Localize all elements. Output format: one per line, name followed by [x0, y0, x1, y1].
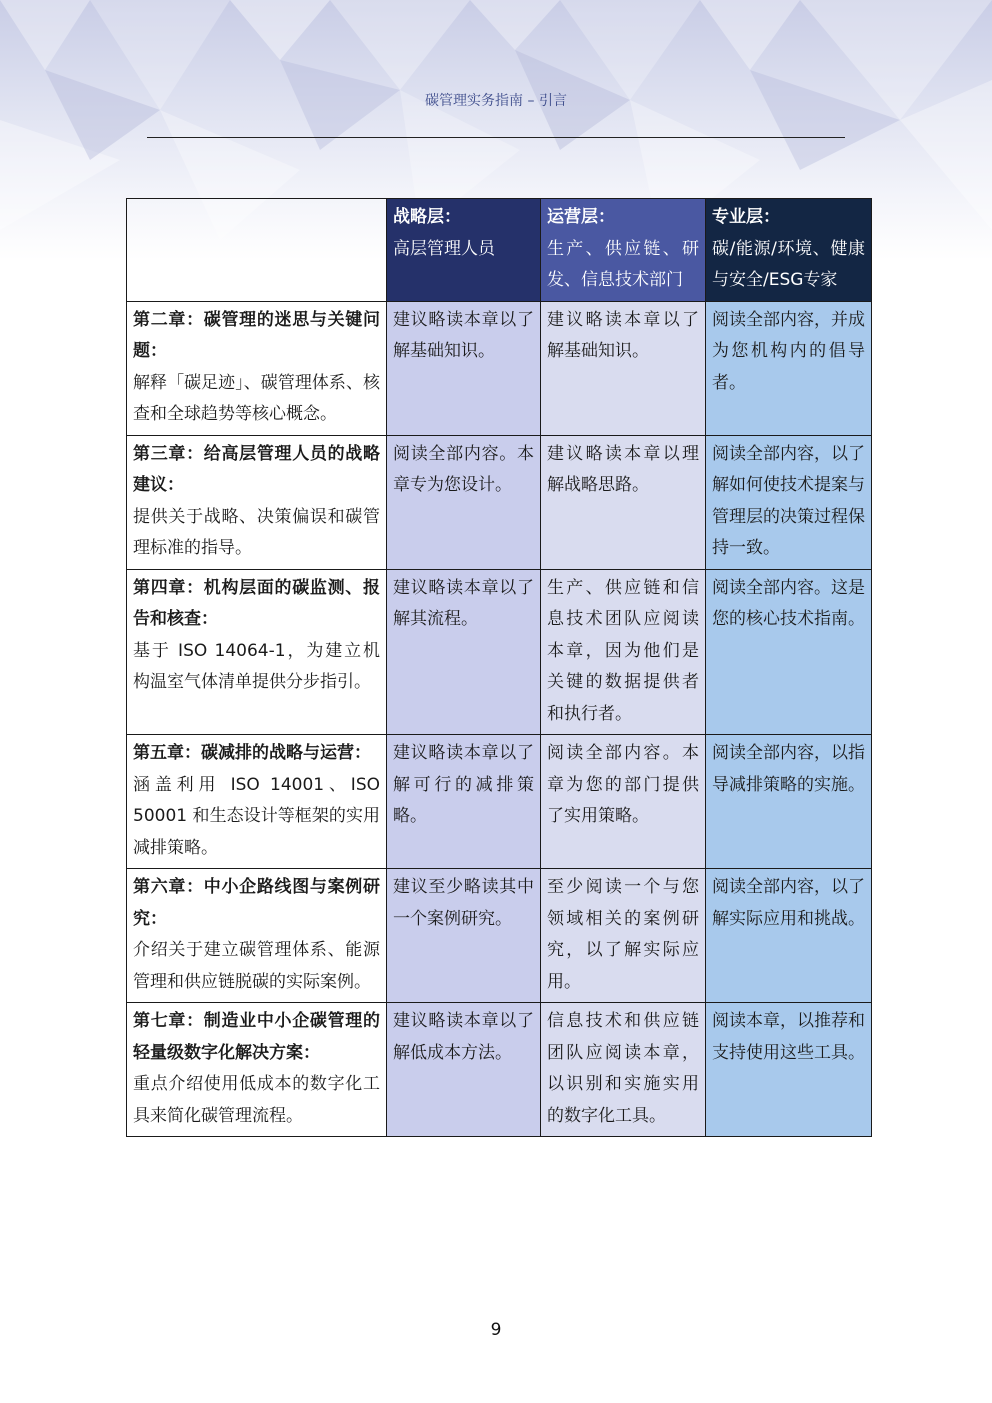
chapter-title: 第二章：碳管理的迷思与关键问题：	[133, 309, 380, 361]
chapter-cell	[127, 435, 387, 569]
tier-audience: 高层管理人员	[393, 238, 495, 259]
table-row	[127, 1003, 872, 1137]
chapter-description: 涵盖利用 ISO 14001、ISO 50001 和生态设计等框架的实用减排策略。	[133, 774, 380, 858]
professional-cell: 阅读全部内容，以指导减排策略的实施。	[706, 735, 872, 869]
chapter-description: 解释「碳足迹」、碳管理体系、核查和全球趋势等核心概念。	[133, 372, 380, 424]
chapter-title: 第三章：给高层管理人员的战略建议：	[133, 443, 380, 495]
strategic-cell: 建议略读本章以了解低成本方法。	[387, 1003, 541, 1137]
tier-label: 战略层：	[393, 207, 461, 227]
column-header-operational	[541, 199, 706, 302]
chapter-cell	[127, 301, 387, 435]
strategic-cell: 阅读全部内容。本章专为您设计。	[387, 435, 541, 569]
column-header-strategic	[387, 199, 541, 302]
column-header-professional	[706, 199, 872, 302]
chapter-cell	[127, 735, 387, 869]
running-header-title: 碳管理实务指南 – 引言	[425, 93, 567, 109]
table-row	[127, 569, 872, 735]
chapter-cell	[127, 1003, 387, 1137]
professional-cell: 阅读本章，以推荐和支持使用这些工具。	[706, 1003, 872, 1137]
operational-cell: 生产、供应链和信息技术团队应阅读本章，因为他们是关键的数据提供者和执行者。	[541, 569, 706, 735]
chapter-description: 重点介绍使用低成本的数字化工具来简化碳管理流程。	[133, 1074, 380, 1126]
strategic-cell: 建议略读本章以了解基础知识。	[387, 301, 541, 435]
operational-cell: 至少阅读一个与您领域相关的案例研究，以了解实际应用。	[541, 869, 706, 1003]
operational-cell: 建议略读本章以理解战略思路。	[541, 435, 706, 569]
table-row	[127, 435, 872, 569]
operational-cell: 信息技术和供应链团队应阅读本章，以识别和实施实用的数字化工具。	[541, 1003, 706, 1137]
chapter-title: 第五章：碳减排的战略与运营：	[133, 743, 371, 763]
chapter-title: 第七章：制造业中小企碳管理的轻量级数字化解决方案：	[133, 1011, 380, 1063]
chapter-title: 第四章：机构层面的碳监测、报告和核查：	[133, 577, 380, 629]
tier-label: 运营层：	[547, 207, 615, 227]
chapter-description: 基于 ISO 14064-1，为建立机构温室气体清单提供分步指引。	[133, 640, 380, 692]
operational-cell: 建议略读本章以了解基础知识。	[541, 301, 706, 435]
chapter-description: 介绍关于建立碳管理体系、能源管理和供应链脱碳的实际案例。	[133, 940, 380, 992]
tier-label: 专业层：	[712, 207, 780, 227]
chapter-cell	[127, 569, 387, 735]
tier-audience: 碳/能源/环境、健康与安全/ESG专家	[712, 238, 865, 290]
professional-cell: 阅读全部内容。这是您的核心技术指南。	[706, 569, 872, 735]
header-rule	[147, 137, 845, 138]
professional-cell: 阅读全部内容，并成为您机构内的倡导者。	[706, 301, 872, 435]
tier-audience: 生产、供应链、研发、信息技术部门	[547, 238, 699, 290]
chapter-cell	[127, 869, 387, 1003]
reading-guide-table	[126, 198, 872, 1137]
table-row	[127, 735, 872, 869]
operational-cell: 阅读全部内容。本章为您的部门提供了实用策略。	[541, 735, 706, 869]
chapter-title: 第六章：中小企路线图与案例研究：	[133, 877, 380, 929]
corner-cell	[127, 199, 387, 302]
page-number: 9	[490, 1320, 502, 1340]
table-row	[127, 301, 872, 435]
chapter-description: 提供关于战略、决策偏误和碳管理标准的指导。	[133, 506, 380, 558]
table-header-row	[127, 199, 872, 302]
table-row	[127, 869, 872, 1003]
professional-cell: 阅读全部内容，以了解实际应用和挑战。	[706, 869, 872, 1003]
strategic-cell: 建议至少略读其中一个案例研究。	[387, 869, 541, 1003]
professional-cell: 阅读全部内容，以了解如何使技术提案与管理层的决策过程保持一致。	[706, 435, 872, 569]
strategic-cell: 建议略读本章以了解可行的减排策略。	[387, 735, 541, 869]
strategic-cell: 建议略读本章以了解其流程。	[387, 569, 541, 735]
